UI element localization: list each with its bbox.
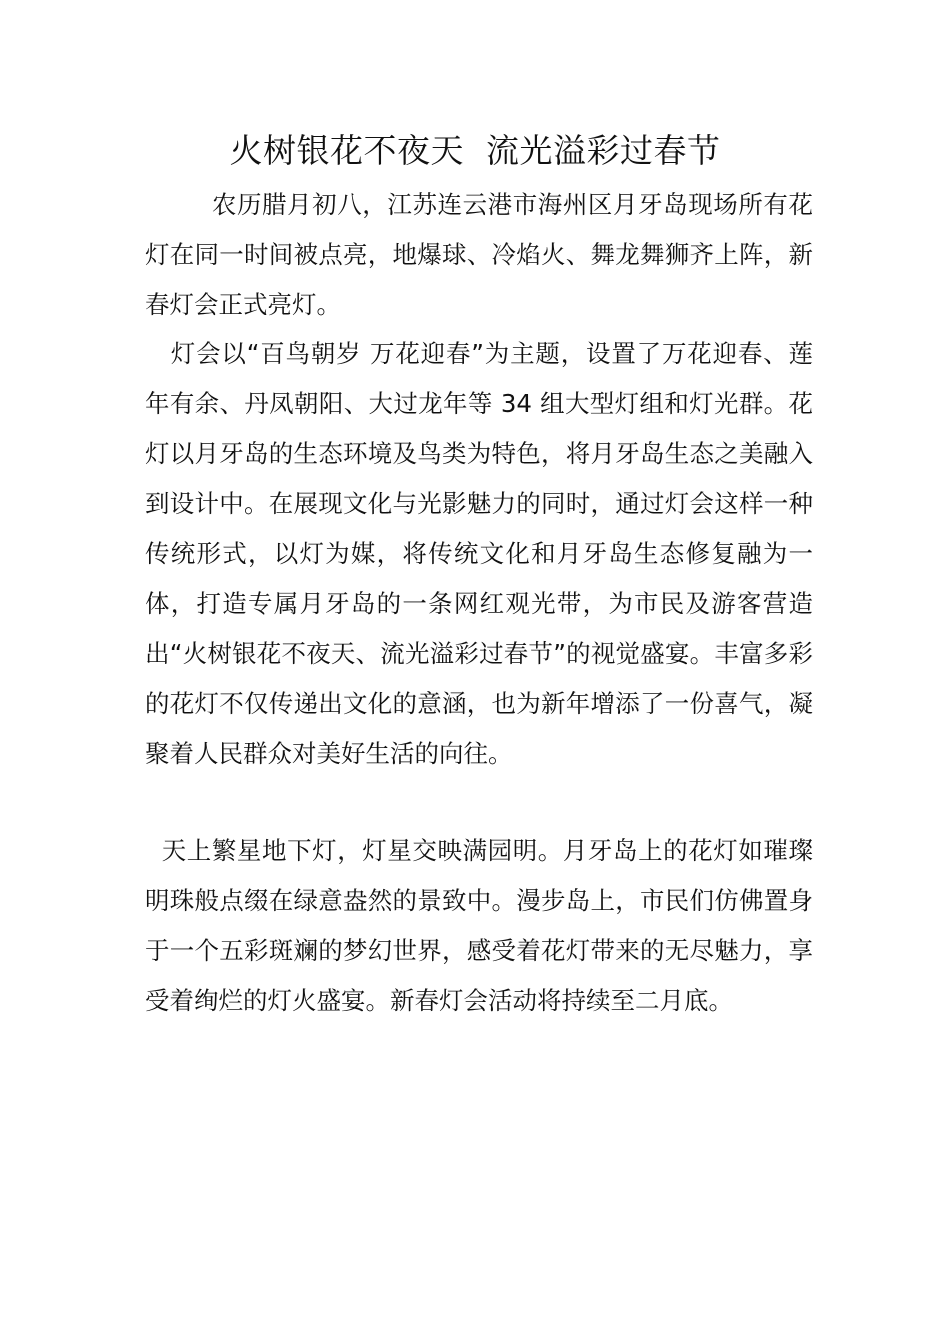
paragraph-theme: 灯会以“百鸟朝岁 万花迎春”为主题，设置了万花迎春、莲年有余、丹凤朝阳、大过龙年等 34 组大型灯组和灯光群。花灯以月牙岛的生态环境及鸟类为特色，将月牙岛生态之美融入到设计中。在展现文化与光影魅力的同时，通过灯会这样一种传统形式，以灯为媒，将传统文化和月牙岛生态修复融为一体，打造专属月牙岛的一条网红观光带，为市民及游客营造出“火树银花不夜天、流光溢彩过春节”的视觉盛宴。丰富多彩的花灯不仅传递出文化的意涵，也为新年增添了一份喜气，凝聚着人民群众对美好生活的向往。 xyxy=(145,339,813,768)
paragraph-intro: 农历腊月初八，江苏连云港市海州区月牙岛现场所有花灯在同一时间被点亮，地爆球、冷焰火、舞龙舞狮齐上阵，新春灯会正式亮灯。 xyxy=(145,190,813,319)
document-title: 火树银花不夜天 流光溢彩过春节 xyxy=(229,131,721,170)
paragraph-closing: 天上繁星地下灯，灯星交映满园明。月牙岛上的花灯如璀璨明珠般点缀在绿意盎然的景致中。漫步岛上，市民们仿佛置身于一个五彩斑斓的梦幻世界，感受着花灯带来的无尽魅力，享受着绚烂的灯火盛宴。新春灯会活动将持续至二月底。 xyxy=(145,836,813,1015)
